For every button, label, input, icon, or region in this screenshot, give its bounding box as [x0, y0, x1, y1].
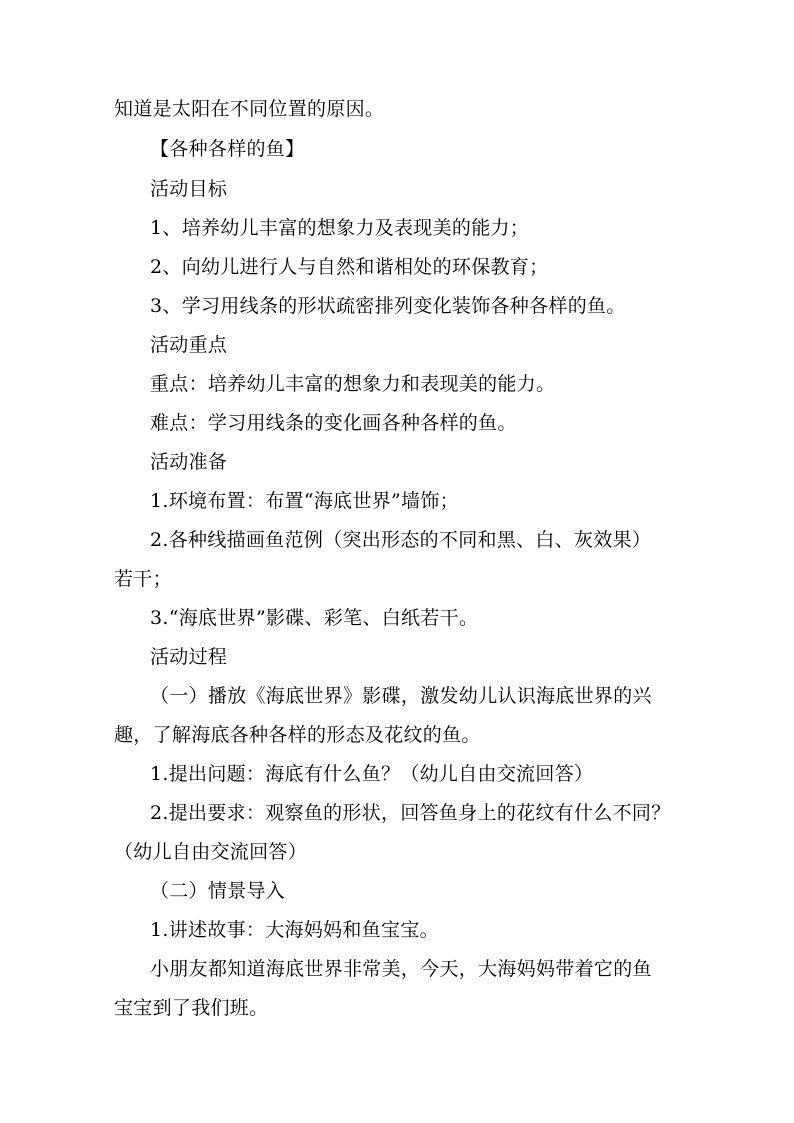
subsection-heading: 活动过程	[150, 646, 228, 668]
list-item: 1、培养幼儿丰富的想象力及表现美的能力；	[150, 217, 530, 239]
subsection-heading: 活动准备	[150, 451, 228, 473]
list-item: 3.“海底世界”影碟、彩笔、白纸若干。	[150, 607, 479, 629]
paragraph-line: 宝宝到了我们班。	[114, 997, 269, 1019]
section-title: 【各种各样的鱼】	[150, 138, 305, 160]
subsection-heading: 活动重点	[150, 334, 228, 356]
paragraph-line: （一）播放《海底世界》影碟，激发幼儿认识海底世界的兴	[150, 685, 652, 707]
list-item: 1.讲述故事：大海妈妈和鱼宝宝。	[150, 919, 439, 941]
paragraph-line: 难点：学习用线条的变化画各种各样的鱼。	[150, 412, 517, 434]
paragraph-line: 重点：培养幼儿丰富的想象力和表现美的能力。	[150, 373, 556, 395]
list-item: 2.各种线描画鱼范例（突出形态的不同和黑、白、灰效果）	[150, 529, 652, 551]
list-item: 1.提出问题：海底有什么鱼？（幼儿自由交流回答）	[150, 763, 594, 785]
list-item: 1.环境布置：布置“海底世界”墙饰；	[150, 490, 459, 512]
paragraph-line: 趣，了解海底各种各样的形态及花纹的鱼。	[114, 724, 481, 746]
list-item: 3、学习用线条的形状疏密排列变化装饰各种各样的鱼。	[150, 295, 626, 317]
subsection-heading: （二）情景导入	[150, 880, 286, 902]
paragraph-line: 知道是太阳在不同位置的原因。	[114, 98, 385, 120]
list-item: 2.提出要求：观察鱼的形状，回答鱼身上的花纹有什么不同？	[150, 802, 671, 824]
paragraph-line: （幼儿自由交流回答）	[114, 841, 308, 863]
list-item: 2、向幼儿进行人与自然和谐相处的环保教育；	[150, 256, 549, 278]
subsection-heading: 活动目标	[150, 178, 228, 200]
paragraph-line: 小朋友都知道海底世界非常美，今天，大海妈妈带着它的鱼	[150, 958, 652, 980]
paragraph-line: 若干；	[114, 568, 172, 590]
